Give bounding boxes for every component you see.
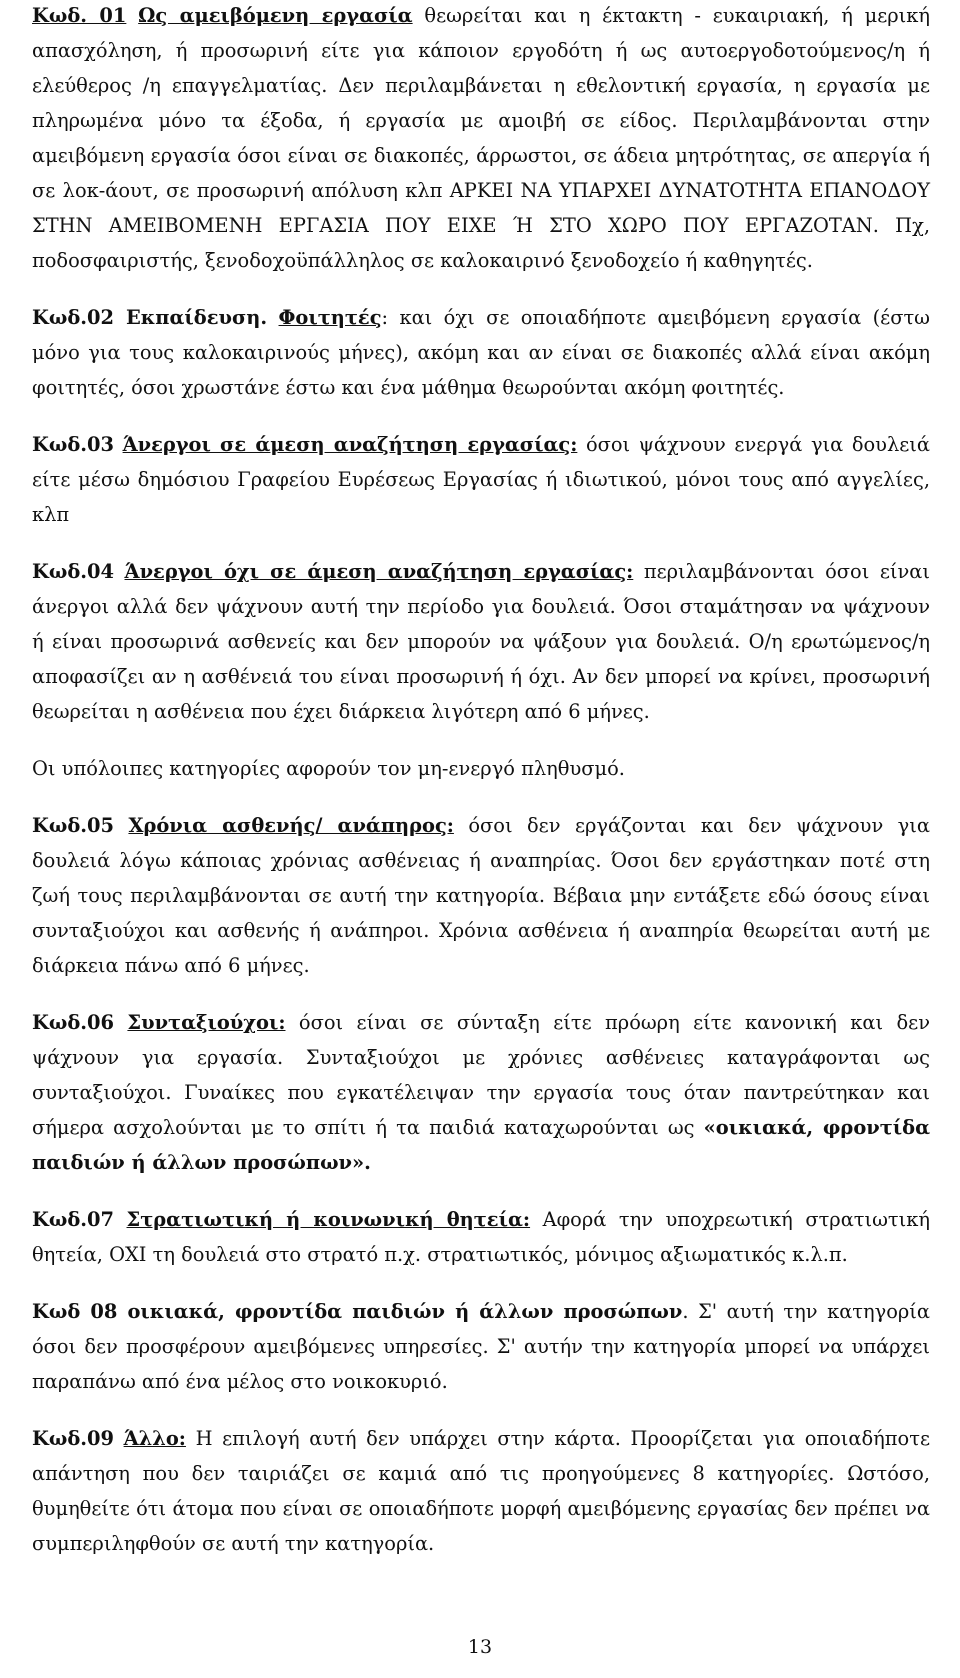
paragraph-text: όσοι ψάχνουν ενεργά για δουλειά είτε μέσω δημόσιου Γραφείου Ευρέσεως Εργασίας ή ιδιωτικού, μόνοι τους από αγγελίες, κλπ <box>32 433 930 526</box>
paragraph-code-09 <box>32 1421 930 1561</box>
paragraph-text: Η επιλογή αυτή δεν υπάρχει στην κάρτα. Προορίζεται για οποιαδήποτε απάντηση που δεν ταιριάζει σε καμιά από τις προηγούμενες 8 κατηγορίες. Ωστόσο, θυμηθείτε ότι άτομα που είναι σε οποιαδήποτε μορφή αμειβόμενης εργασίας δεν πρέπει να συμπεριληφθούν σε αυτή την κατηγορία. <box>32 1427 930 1555</box>
code-label: Κωδ.04 <box>32 560 114 583</box>
paragraph-text: όσοι είναι σε σύνταξη είτε πρόωρη είτε κανονική και δεν ψάχνουν για εργασία. Συνταξιούχοι με χρόνιες ασθένειες καταγράφονται ως συνταξιούχοι. Γυναίκες που εγκατέλειψαν την εργασία τους όταν παντρεύτηκαν και σήμερα ασχολούνται με το σπίτι ή τα παιδιά καταχωρούνται ως <box>32 1011 930 1139</box>
paragraph-text: Οι υπόλοιπες κατηγορίες αφορούν τον μη-ενεργό πληθυσμό. <box>32 757 625 780</box>
paragraph-text: : και όχι σε οποιαδήποτε αμειβόμενη εργασία (έστω μόνο για τους καλοκαιρινούς μήνες), ακόμη και αν είναι σε διακοπές αλλά είναι ακόμη φοιτητές, όσοι χρωστάνε έστω και ένα μάθημα θεωρούνται ακόμη φοιτητές. <box>32 306 930 399</box>
paragraph-code-08 <box>32 1294 930 1399</box>
paragraph-code-02 <box>32 300 930 405</box>
paragraph-code-07 <box>32 1202 930 1272</box>
page-number: 13 <box>467 1636 493 1658</box>
paragraph-inactive-note <box>32 751 930 786</box>
paragraph-text: . Σ' αυτή την κατηγορία όσοι δεν προσφέρουν αμειβόμενες υπηρεσίες. Σ' αυτήν την κατηγορία μπορεί να υπάρχει παραπάνω από ένα μέλος στο νοικοκυριό. <box>32 1300 931 1393</box>
category-heading: Φοιτητές <box>278 306 382 329</box>
paragraph-code-04 <box>32 554 930 729</box>
paragraph-code-06 <box>32 1005 930 1180</box>
category-heading: Άνεργοι όχι σε άμεση αναζήτηση εργασίας: <box>124 560 634 583</box>
category-heading: Κωδ 08 οικιακά, φροντίδα παιδιών ή άλλων προσώπων <box>32 1300 683 1323</box>
paragraph-text: θεωρείται και η έκτακτη - ευκαιριακή, ή μερική απασχόληση, ή προσωρινή είτε για κάποιον εργοδότη ή ως αυτοεργοδοτούμενος/η ή ελεύθερος /η επαγγελματίας. Δεν περιλαμβάνεται η εθελοντική εργασία, η εργασία με πληρωμένα μόνο τα έξοδα, ή εργασία με αμοιβή σε είδος. Περιλαμβάνονται στην αμειβόμενη εργασία όσοι είναι σε διακοπές, άρρωστοι, σε άδεια μητρότητας, σε απεργία ή σε λοκ-άουτ, σε προσωρινή απόλυση κλπ ΑΡΚΕΙ ΝΑ ΥΠΑΡΧΕΙ ΔΥΝΑΤΟΤΗΤΑ ΕΠΑΝΟΔΟΥ ΣΤΗΝ ΑΜΕΙΒΟΜΕΝΗ ΕΡΓΑΣΙΑ ΠΟΥ ΕΙΧΕ Ή ΣΤΟ ΧΩΡΟ ΠΟΥ ΕΡΓΑΖΟΤΑΝ. Πχ, ποδοσφαιριστής, ξενοδοχοϋπάλληλος σε καλοκαιρινό ξενοδοχείο ή καθηγητές. <box>32 4 930 272</box>
paragraph-text: Αφορά την υποχρεωτική στρατιωτική θητεία, ΟΧΙ τη δουλειά στο στρατό π.χ. στρατιωτικός, μόνιμος αξιωματικός κ.λ.π. <box>32 1208 930 1266</box>
code-label: Κωδ.09 <box>32 1427 114 1450</box>
code-label: Κωδ.06 <box>32 1011 114 1034</box>
category-heading: Συνταξιούχοι: <box>127 1011 286 1034</box>
paragraph-code-03 <box>32 427 930 532</box>
paragraph-code-05 <box>32 808 930 983</box>
code-label: Κωδ.02 Εκπαίδευση. <box>32 306 268 329</box>
emphasis-text: «οικιακά, φροντίδα παιδιών ή άλλων προσώπων». <box>32 1116 930 1174</box>
code-label: Κωδ.07 <box>32 1208 114 1231</box>
category-heading: Χρόνια ασθενής/ ανάπηρος: <box>128 814 454 837</box>
category-heading: Άλλο: <box>123 1427 186 1450</box>
code-label: Κωδ.03 <box>32 433 114 456</box>
paragraph-text: περιλαμβάνονται όσοι είναι άνεργοι αλλά δεν ψάχνουν αυτή την περίοδο για δουλειά. Όσοι σταμάτησαν να ψάχνουν ή είναι προσωρινά ασθενείς και δεν μπορούν να ψάξουν για δουλειά. Ο/η ερωτώμενος/η αποφασίζει αν η ασθένειά του είναι προσωρινή ή όχι. Αν δεν μπορεί να κρίνει, προσωρινή θεωρείται η ασθένεια που έχει διάρκεια λιγότερη από 6 μήνες. <box>32 560 930 723</box>
code-label: Κωδ.05 <box>32 814 114 837</box>
paragraph-code-01 <box>32 0 930 278</box>
code-label: Κωδ. 01 <box>32 4 127 27</box>
paragraph-text: όσοι δεν εργάζονται και δεν ψάχνουν για δουλειά λόγω κάποιας χρόνιας ασθένειας ή αναπηρίας. Όσοι δεν εργάστηκαν ποτέ στη ζωή τους περιλαμβάνονται σε αυτή την κατηγορία. Βέβαια μην εντάξετε εδώ όσους είναι συνταξιούχοι και ασθενής ή ανάπηροι. Χρόνια ασθένεια ή αναπηρία θεωρείται αυτή με διάρκεια πάνω από 6 μήνες. <box>32 814 930 977</box>
category-heading: Ως αμειβόμενη εργασία <box>138 4 413 27</box>
category-heading: Άνεργοι σε άμεση αναζήτηση εργασίας: <box>122 433 578 456</box>
category-heading: Στρατιωτική ή κοινωνική θητεία: <box>126 1208 531 1231</box>
